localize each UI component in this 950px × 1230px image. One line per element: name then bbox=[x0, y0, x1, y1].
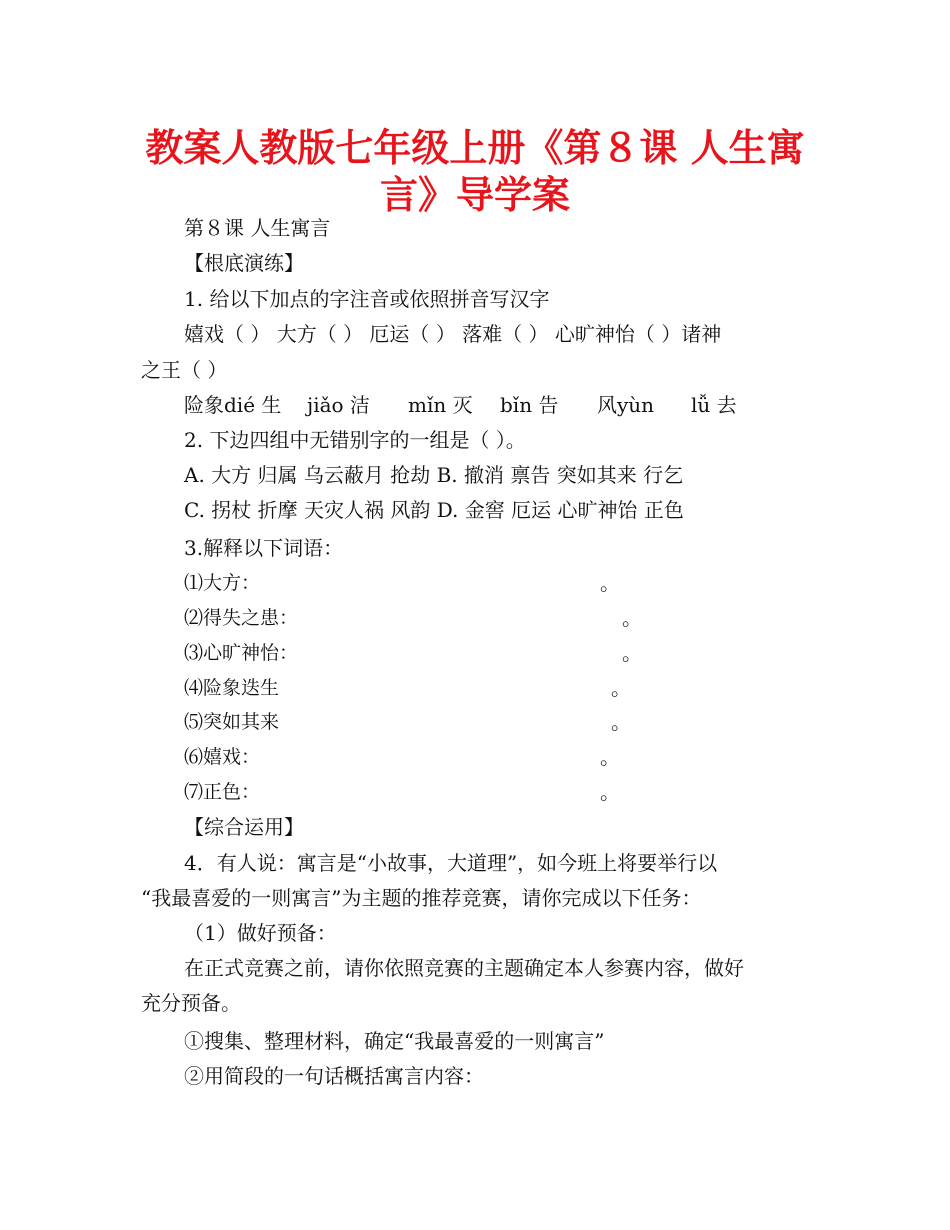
question-3-prompt: 3.解释以下词语： bbox=[184, 536, 344, 560]
section-heading-basics: 【根底演练】 bbox=[184, 251, 304, 275]
term-label: ⑷险象迭生 bbox=[184, 677, 280, 699]
question-2-options-a-b: A. 大方 归属 乌云蔽月 抢劫 B. 撤消 禀告 突如其来 行乞 bbox=[184, 463, 684, 487]
pinyin-item: mǐn 灭 bbox=[408, 393, 473, 417]
pinyin-item: bǐn 告 bbox=[500, 393, 559, 417]
term-end-mark: 。 bbox=[600, 571, 620, 595]
question-1-words-line-1: 嬉戏（ ） 大方（ ） 厄运（ ） 落难（ ） 心旷神怡（ ）诸神 bbox=[184, 322, 722, 346]
question-1-prompt: 1. 给以下加点的字注音或依照拼音写汉字 bbox=[184, 287, 550, 311]
question-4-step-2: ②用简段的一句话概括寓言内容： bbox=[184, 1064, 484, 1088]
document-title-line-1: 教案人教版七年级上册《第８课 人生寓 bbox=[145, 126, 805, 170]
term-label: ⑹嬉戏： bbox=[184, 746, 261, 768]
term-label: ⑸突如其来 bbox=[184, 711, 280, 733]
term-end-mark: 。 bbox=[611, 676, 631, 700]
question-4-line-1: 4．有人说：寓言是“小故事，大道理”，如今班上将要举行以 bbox=[184, 851, 718, 875]
section-heading-application: 【综合运用】 bbox=[184, 815, 304, 839]
question-4-line-2: “我最喜爱的一则寓言”为主题的推荐竞赛，请你完成以下任务： bbox=[141, 886, 702, 910]
pinyin-item: 风yùn bbox=[597, 393, 655, 417]
term-end-mark: 。 bbox=[600, 745, 620, 769]
term-end-mark: 。 bbox=[611, 710, 631, 734]
question-4-step-1: ①搜集、整理材料，确定“我最喜爱的一则寓言” bbox=[184, 1029, 605, 1053]
term-label: ⑶心旷神怡： bbox=[184, 642, 299, 664]
question-1-words-line-2: 之王（ ） bbox=[141, 358, 228, 382]
pinyin-item: lǚ 去 bbox=[691, 393, 737, 417]
term-label: ⑴大方： bbox=[184, 572, 261, 594]
term-end-mark: 。 bbox=[600, 780, 620, 804]
question-4-paragraph-line-2: 充分预备。 bbox=[141, 991, 241, 1015]
term-end-mark: 。 bbox=[622, 641, 642, 665]
term-label: ⑵得失之患： bbox=[184, 607, 299, 629]
pinyin-item: 险象dié 生 bbox=[184, 393, 282, 417]
pinyin-item: jiǎo 洁 bbox=[307, 393, 370, 417]
question-4-subtask-1: （1）做好预备： bbox=[184, 921, 337, 945]
lesson-heading: 第８课 人生寓言 bbox=[184, 216, 331, 240]
term-end-mark: 。 bbox=[622, 606, 642, 630]
question-2-prompt: 2. 下边四组中无错别字的一组是（ ）。 bbox=[184, 428, 526, 452]
document-title-line-2: 言》导学案 bbox=[379, 173, 570, 217]
term-label: ⑺正色： bbox=[184, 781, 261, 803]
question-2-options-c-d: C. 拐杖 折摩 天灾人祸 风韵 D. 金窖 厄运 心旷神饴 正色 bbox=[184, 498, 684, 522]
question-4-paragraph-line-1: 在正式竞赛之前，请你依照竞赛的主题确定本人参赛内容，做好 bbox=[184, 956, 744, 980]
